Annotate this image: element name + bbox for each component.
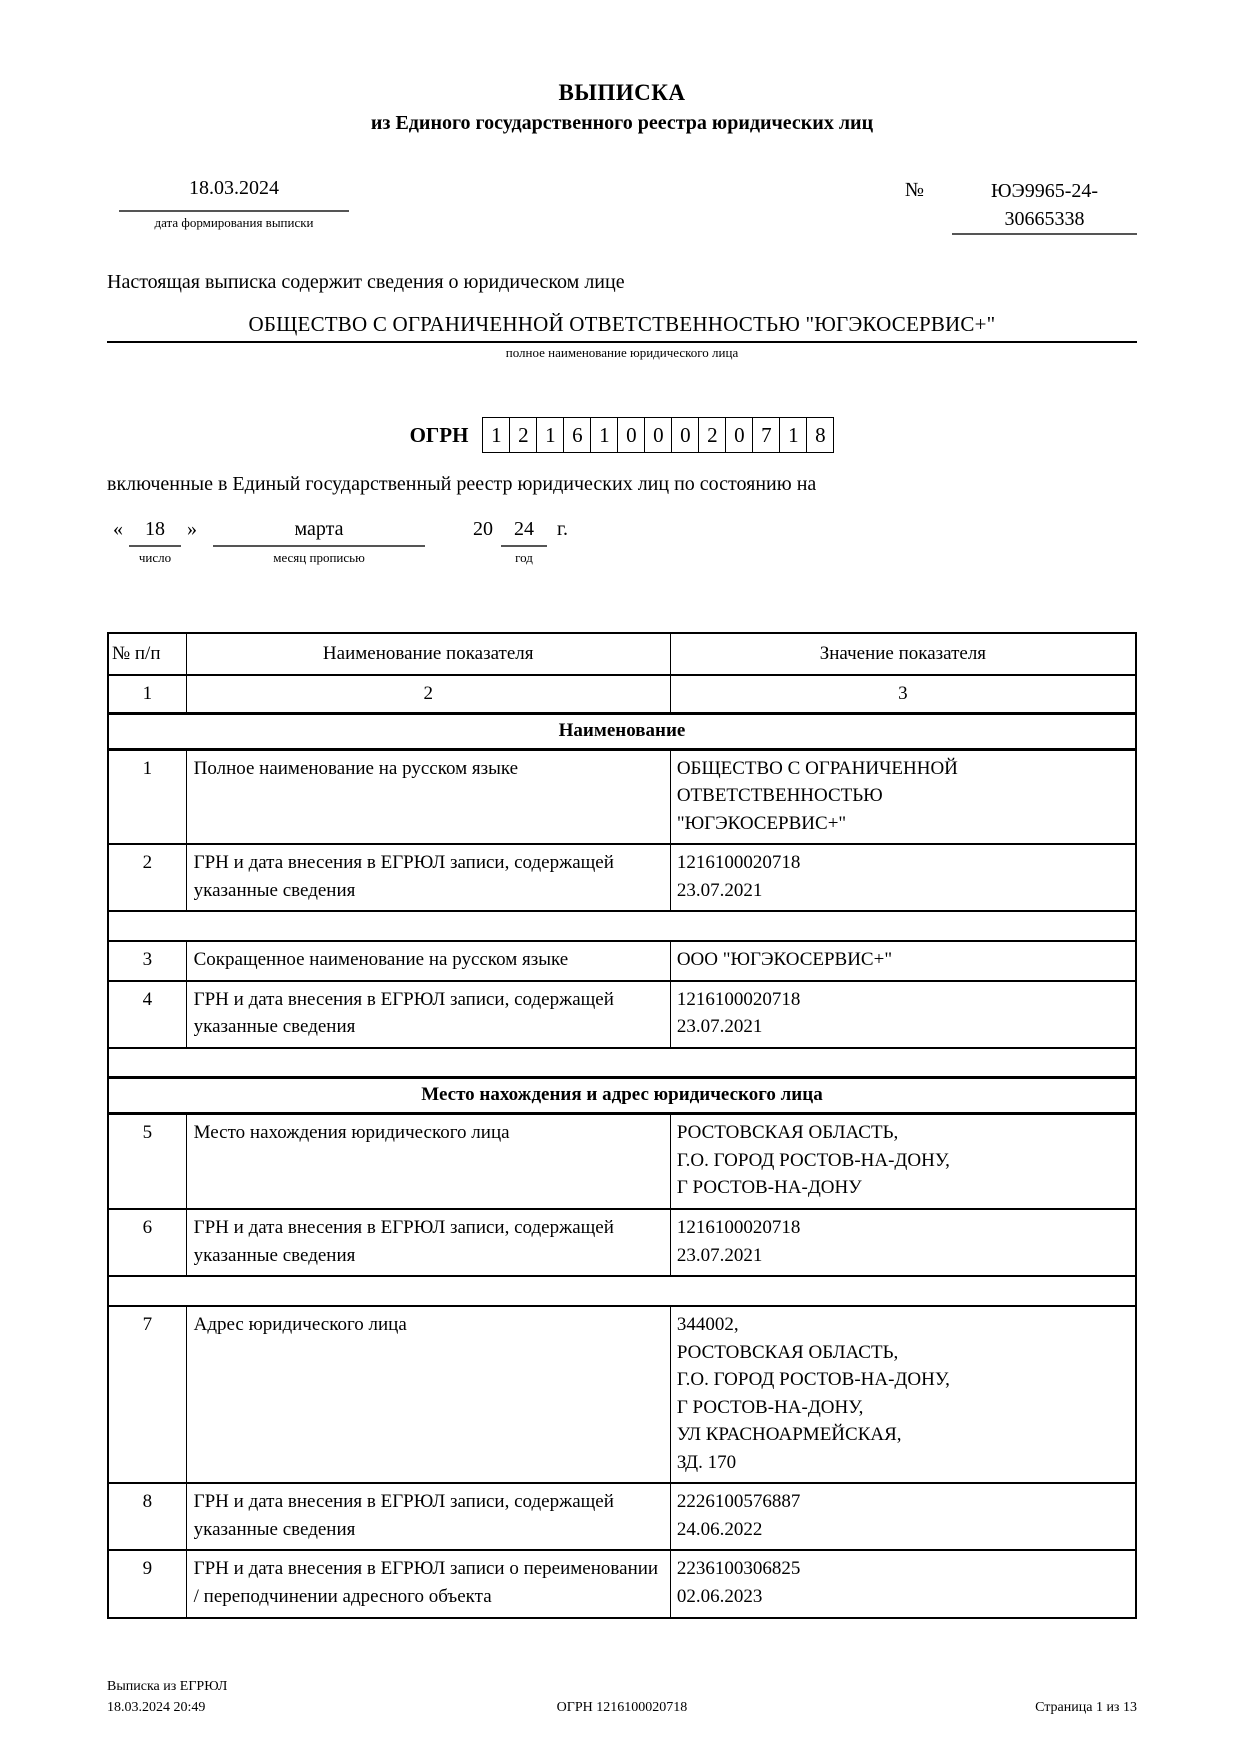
column-number-1: 1 — [108, 675, 186, 713]
row-number: 1 — [108, 749, 186, 844]
spacer-cell — [108, 1048, 1136, 1078]
indicator-value-line: 2236100306825 — [676, 1558, 801, 1580]
month-value: марта — [213, 518, 425, 547]
spacer-cell — [108, 1276, 1136, 1306]
footer-doc-type: Выписка из ЕГРЮЛ — [107, 1679, 228, 1694]
indicator-value — [670, 981, 1136, 1048]
day-field — [129, 518, 181, 566]
close-quote: » — [187, 518, 197, 540]
open-quote: « — [113, 518, 123, 540]
indicator-value — [670, 749, 1136, 844]
as-of-date-line — [107, 518, 1137, 566]
extract-date-label: дата формирования выписки — [154, 215, 314, 230]
indicator-value-line: ЗД. 170 — [676, 1451, 737, 1473]
indicator-name: ГРН и дата внесения в ЕГРЮЛ записи, содержащей указанные сведения — [186, 1209, 670, 1276]
table-row — [108, 1209, 1136, 1276]
indicator-value — [670, 941, 1136, 981]
included-line: включенные в Единый государственный реестр юридических лиц по состоянию на — [107, 473, 817, 495]
indicator-value — [670, 1114, 1136, 1209]
month-field — [213, 518, 425, 566]
column-header-number: № п/п — [108, 633, 186, 675]
indicator-value — [670, 1306, 1136, 1483]
indicator-value-line: РОСТОВСКАЯ ОБЛАСТЬ, — [676, 1122, 899, 1144]
indicator-value-line: 344002, — [676, 1314, 739, 1336]
document-title: ВЫПИСКА — [558, 80, 686, 105]
extract-date-value: 18.03.2024 — [119, 177, 349, 212]
ogrn-digit-box: 2 — [509, 417, 537, 453]
table-row — [108, 981, 1136, 1048]
document-content — [107, 0, 1137, 1619]
table-row — [108, 1306, 1136, 1483]
indicator-name: Сокращенное наименование на русском языке — [186, 941, 670, 981]
indicator-name: Полное наименование на русском языке — [186, 749, 670, 844]
section-header-label: Место нахождения и адрес юридического лица — [108, 1078, 1136, 1114]
day-value: 18 — [129, 518, 181, 547]
extract-date-block — [119, 177, 349, 231]
ogrn-digit-box: 2 — [698, 417, 726, 453]
table-row — [108, 1483, 1136, 1550]
indicator-value-line: 23.07.2021 — [676, 1244, 763, 1266]
ogrn-digit-box: 1 — [536, 417, 564, 453]
column-header-indicator-value: Значение показателя — [670, 633, 1136, 675]
ogrn-digit-box: 1 — [590, 417, 618, 453]
row-number: 6 — [108, 1209, 186, 1276]
table-row — [108, 941, 1136, 981]
row-number: 3 — [108, 941, 186, 981]
table-row — [108, 1550, 1136, 1617]
century-value: 20 — [473, 518, 493, 540]
row-number: 5 — [108, 1114, 186, 1209]
section-header-label: Наименование — [108, 713, 1136, 749]
indicator-name: ГРН и дата внесения в ЕГРЮЛ записи, содержащей указанные сведения — [186, 1483, 670, 1550]
company-name: ОБЩЕСТВО С ОГРАНИЧЕННОЙ ОТВЕТСТВЕННОСТЬЮ "ЮГЭКОСЕРВИС+" — [248, 312, 996, 336]
indicator-value-line: 02.06.2023 — [676, 1586, 763, 1608]
indicator-value-line: 1216100020718 — [676, 852, 801, 874]
column-header-indicator-name: Наименование показателя — [186, 633, 670, 675]
registry-table — [107, 632, 1137, 1619]
footer-timestamp: 18.03.2024 20:49 — [107, 1700, 206, 1715]
table-row — [108, 1114, 1136, 1209]
spacer-row — [108, 1276, 1136, 1306]
ogrn-digit-box: 0 — [725, 417, 753, 453]
indicator-value-line: 2226100576887 — [676, 1491, 801, 1513]
column-number-2: 2 — [186, 675, 670, 713]
table-header — [108, 633, 1136, 713]
row-number: 2 — [108, 844, 186, 911]
indicator-value-line: ОТВЕТСТВЕННОСТЬЮ — [676, 785, 883, 807]
year-field — [501, 518, 547, 566]
footer-page-indicator: Страница 1 из 13 — [1035, 1700, 1137, 1715]
month-label: месяц прописью — [273, 550, 365, 565]
indicator-name: ГРН и дата внесения в ЕГРЮЛ записи, содержащей указанные сведения — [186, 981, 670, 1048]
ogrn-digit-box: 8 — [806, 417, 834, 453]
spacer-cell — [108, 911, 1136, 941]
indicator-value — [670, 1209, 1136, 1276]
ogrn-label: ОГРН — [409, 422, 469, 447]
table-header-row — [108, 633, 1136, 675]
indicator-value — [670, 1483, 1136, 1550]
indicator-name: Адрес юридического лица — [186, 1306, 670, 1483]
spacer-row — [108, 1048, 1136, 1078]
ogrn-boxes — [482, 417, 834, 453]
indicator-value-line: ОБЩЕСТВО С ОГРАНИЧЕННОЙ — [676, 757, 958, 779]
row-number: 7 — [108, 1306, 186, 1483]
indicator-value — [670, 1550, 1136, 1617]
column-number-3: 3 — [670, 675, 1136, 713]
row-number: 8 — [108, 1483, 186, 1550]
indicator-value-line: Г РОСТОВ-НА-ДОНУ — [676, 1177, 862, 1199]
year-suffix: г. — [557, 518, 568, 540]
ogrn-row — [107, 417, 1137, 453]
number-sign: № — [904, 179, 924, 201]
row-number: 4 — [108, 981, 186, 1048]
ogrn-digit-box: 0 — [644, 417, 672, 453]
extract-number-line1: ЮЭ9965-24- — [990, 180, 1099, 202]
indicator-name: Место нахождения юридического лица — [186, 1114, 670, 1209]
indicator-value-line: 1216100020718 — [676, 988, 801, 1010]
company-name-block — [107, 312, 1137, 343]
indicator-value-line: РОСТОВСКАЯ ОБЛАСТЬ, — [676, 1341, 899, 1363]
page-footer — [107, 1676, 1137, 1718]
extract-number-block — [905, 177, 1137, 235]
indicator-value-line: 23.07.2021 — [676, 879, 763, 901]
day-label: число — [138, 550, 172, 565]
indicator-name: ГРН и дата внесения в ЕГРЮЛ записи, содержащей указанные сведения — [186, 844, 670, 911]
document-subtitle: из Единого государственного реестра юридических лиц — [370, 112, 874, 134]
indicator-value — [670, 844, 1136, 911]
footer-left — [107, 1676, 447, 1718]
extract-number-line2: 30665338 — [1004, 208, 1085, 230]
table-row — [108, 844, 1136, 911]
indicator-value-line: Г.О. ГОРОД РОСТОВ-НА-ДОНУ, — [676, 1149, 950, 1171]
footer-ogrn: ОГРН 1216100020718 — [556, 1700, 688, 1715]
ogrn-digit-box: 0 — [617, 417, 645, 453]
table-row — [108, 749, 1136, 844]
indicator-value-line: Г.О. ГОРОД РОСТОВ-НА-ДОНУ, — [676, 1369, 950, 1391]
indicator-value-line: УЛ КРАСНОАРМЕЙСКАЯ, — [676, 1424, 902, 1446]
lead-sentence: Настоящая выписка содержит сведения о юридическом лице — [107, 271, 625, 293]
spacer-row — [108, 911, 1136, 941]
year-label: год — [515, 550, 533, 565]
meta-row — [107, 177, 1137, 235]
column-numbering-row — [108, 675, 1136, 713]
section-header-row — [108, 1078, 1136, 1114]
indicator-value-line: "ЮГЭКОСЕРВИС+" — [676, 812, 847, 834]
ogrn-digit-box: 6 — [563, 417, 591, 453]
indicator-value-line: Г РОСТОВ-НА-ДОНУ, — [676, 1396, 864, 1418]
ogrn-digit-box: 0 — [671, 417, 699, 453]
row-number: 9 — [108, 1550, 186, 1617]
section-header-row — [108, 713, 1136, 749]
ogrn-digit-box: 1 — [482, 417, 510, 453]
ogrn-digit-box: 1 — [779, 417, 807, 453]
year-value: 24 — [501, 518, 547, 547]
indicator-value-line: 1216100020718 — [676, 1217, 801, 1239]
extract-number-value — [952, 177, 1137, 235]
indicator-value-line: ООО "ЮГЭКОСЕРВИС+" — [676, 949, 893, 971]
indicator-name: ГРН и дата внесения в ЕГРЮЛ записи о переименовании / переподчинении адресного объекта — [186, 1550, 670, 1617]
company-name-label: полное наименование юридического лица — [505, 345, 739, 360]
ogrn-digit-box: 7 — [752, 417, 780, 453]
indicator-value-line: 23.07.2021 — [676, 1016, 763, 1038]
indicator-value-line: 24.06.2022 — [676, 1518, 763, 1540]
table-body — [108, 713, 1136, 1618]
